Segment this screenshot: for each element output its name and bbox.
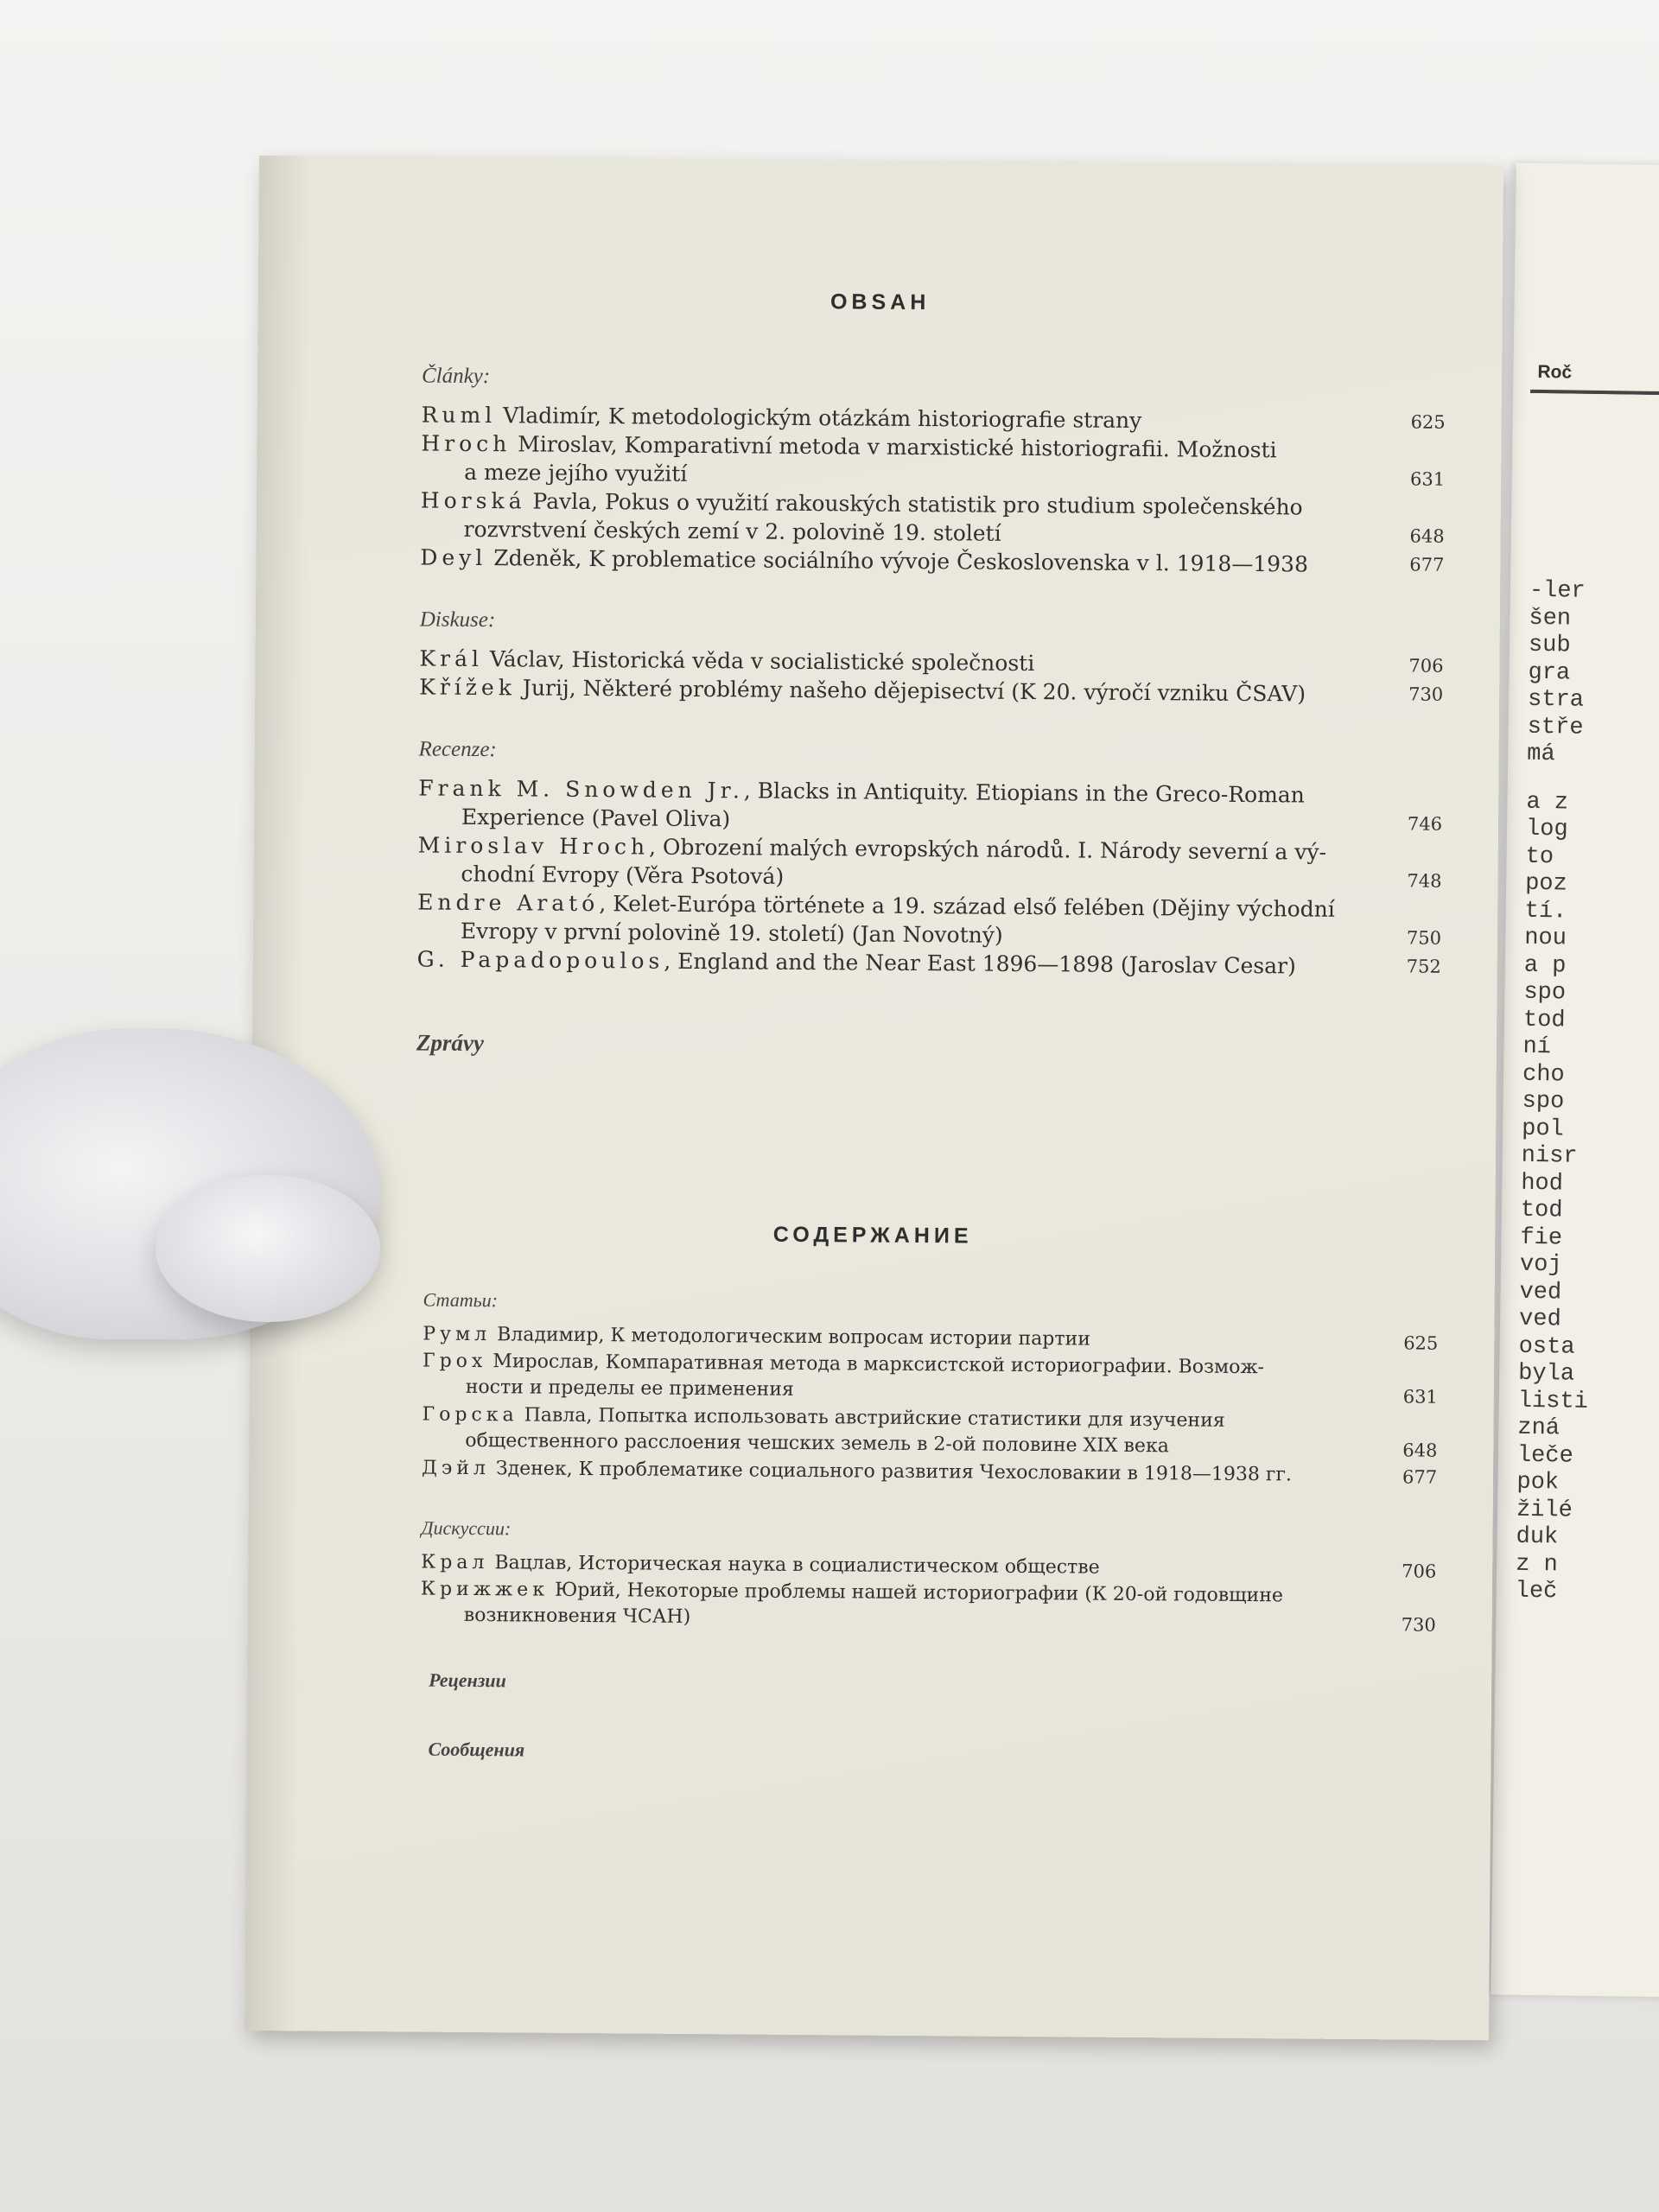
entry-continuation: ности и пределы ее применения <box>465 1376 794 1401</box>
facing-page-fragment: žilé <box>1516 1497 1573 1524</box>
sod-title: СОДЕРЖАНИЕ <box>772 1222 973 1249</box>
facing-page-fragment: poz <box>1524 870 1567 898</box>
entry-page-number: 748 <box>1407 870 1442 892</box>
entry-page-number: 677 <box>1409 554 1445 575</box>
entry-page-number: 752 <box>1406 956 1441 977</box>
section-label: Recenze: <box>418 737 497 762</box>
entry-author: Horská <box>420 487 526 514</box>
toc-entry <box>421 429 1389 493</box>
facing-page-fragment: stře <box>1527 714 1584 741</box>
entry-title: Павла, Попытка использовать австрийские статистики для изучения <box>518 1404 1225 1432</box>
facing-page <box>1491 163 1659 1998</box>
obsah-title: OBSAH <box>830 289 931 315</box>
facing-page-header: Roč <box>1537 361 1573 383</box>
section-label: Статьи: <box>423 1288 499 1312</box>
toc-page <box>245 156 1503 2040</box>
toc-entry <box>420 486 1388 550</box>
entry-title: , England and the Near East 1896—1898 (Jaroslav Cesar) <box>664 948 1296 979</box>
entry-title: , Blacks in Antiquity. Etiopians in the Greco-Roman <box>743 778 1305 808</box>
entry-page-number: 677 <box>1402 1466 1438 1488</box>
facing-page-fragment: byla <box>1518 1360 1575 1388</box>
facing-page-fragment: pok <box>1516 1469 1560 1497</box>
entry-page-number: 706 <box>1408 655 1444 677</box>
zpravy-label: Zprávy <box>416 1029 485 1057</box>
entry-title: Pavla, Pokus o využití rakouských statistik pro studium společenského <box>525 488 1303 520</box>
facing-page-fragment: log <box>1525 816 1568 843</box>
entry-author: Endre Arató <box>417 889 600 917</box>
entry-page-number: 706 <box>1402 1560 1437 1582</box>
entry-page-number: 730 <box>1408 683 1444 705</box>
facing-page-fragment: tí. <box>1524 898 1567 925</box>
entry-continuation: возникновения ЧСАН) <box>463 1604 691 1628</box>
entry-author: Грох <box>422 1350 487 1373</box>
entry-line <box>422 1456 1389 1490</box>
facing-page-fragment: leče <box>1516 1442 1573 1470</box>
entry-page-number: 750 <box>1406 927 1442 949</box>
facing-page-fragment: má <box>1527 741 1555 768</box>
entry-page-number: 730 <box>1401 1614 1436 1636</box>
entry-author: Deyl <box>420 544 487 571</box>
facing-page-fragment: šen <box>1529 605 1572 632</box>
entry-author: Дэйл <box>421 1457 491 1480</box>
entry-author: Hroch <box>421 430 512 457</box>
facing-page-fragment: pol <box>1521 1116 1565 1142</box>
entry-author: Крал <box>421 1551 489 1574</box>
facing-page-fragment: ved <box>1519 1279 1562 1306</box>
facing-page-fragment: gra <box>1528 659 1571 686</box>
entry-title: Zdeněk, K problematice sociálního vývoje Československa v l. 1918—1938 <box>486 545 1309 577</box>
facing-page-fragment: to <box>1525 843 1554 870</box>
glove-finger <box>156 1175 380 1322</box>
entry-title: Jurij, Některé problémy našeho dějepisectví (K 20. výročí vzniku ČSAV) <box>515 675 1306 707</box>
entry-page-number: 631 <box>1402 1386 1438 1408</box>
facing-page-fragment: spo <box>1522 1088 1565 1116</box>
facing-page-fragment: leč <box>1515 1578 1558 1605</box>
entry-page-number: 625 <box>1403 1332 1439 1354</box>
entry-title: Miroslav, Komparativní metoda v marxistické historiografii. Možnosti <box>511 431 1277 463</box>
entry-title: Vladimír, K metodologickým otázkám historiografie strany <box>496 403 1142 434</box>
facing-page-fragment: zná <box>1517 1414 1560 1442</box>
toc-entry <box>422 1456 1389 1490</box>
entry-author: Frank M. Snowden Jr. <box>418 775 744 804</box>
entry-author: Král <box>419 645 484 672</box>
facing-page-fragment: cho <box>1522 1061 1565 1088</box>
toc-entry <box>417 830 1385 895</box>
facing-page-fragment: fie <box>1520 1224 1563 1251</box>
entry-author: Крижжек <box>420 1578 550 1601</box>
facing-page-fragment: a z <box>1526 789 1569 816</box>
toc-entry <box>418 773 1386 838</box>
facing-page-fragment: nou <box>1524 925 1567 952</box>
facing-page-fragment: -ler <box>1529 577 1586 605</box>
entry-continuation: Evropy v první polovině 19. století) (Jan Novotný) <box>460 918 1003 948</box>
entry-page-number: 648 <box>1409 525 1445 547</box>
facing-page-fragment: a p <box>1523 952 1567 979</box>
section-label: Články: <box>421 364 491 389</box>
entry-title: Václav, Historická věda v socialistické společnosti <box>482 646 1035 677</box>
entry-page-number: 648 <box>1402 1440 1438 1461</box>
facing-page-fragment: hod <box>1521 1170 1564 1197</box>
facing-page-fragment: spo <box>1523 979 1567 1007</box>
entry-page-number: 631 <box>1410 468 1446 490</box>
facing-page-fragment: sub <box>1528 632 1571 659</box>
entry-continuation: общественного расслоения чешских земель в 2-ой половине XIX века <box>465 1429 1169 1458</box>
entry-page-number: 746 <box>1407 813 1443 835</box>
facing-page-fragment: tod <box>1522 1007 1566 1033</box>
entry-page-number: 625 <box>1410 411 1446 433</box>
facing-page-rule <box>1530 390 1659 396</box>
facing-page-fragment: tod <box>1520 1197 1563 1224</box>
facing-page-fragment: listi <box>1517 1388 1589 1415</box>
facing-page-fragment: duk <box>1516 1523 1559 1551</box>
entry-author: G. Papadopoulos <box>416 946 664 974</box>
entry-author: Ruml <box>421 402 497 429</box>
entry-title: Мирослав, Компаративная метода в марксистской историографии. Возмож- <box>486 1351 1265 1379</box>
entry-title: , Kelet-Európa története a 19. század első felében (Dějiny východní <box>599 891 1335 922</box>
facing-page-fragment: z n <box>1515 1551 1558 1578</box>
facing-page-fragment: ní <box>1522 1033 1552 1061</box>
entry-continuation: rozvrstvení českých zemí v 2. polovině 19. století <box>463 516 1001 546</box>
entry-author: Křížek <box>419 674 517 701</box>
toc-entry <box>422 1402 1389 1462</box>
entry-continuation: chodní Evropy (Věra Psotová) <box>461 861 785 889</box>
entry-title: Владимир, К методологическим вопросам истории партии <box>491 1324 1091 1351</box>
facing-page-fragment: stra <box>1527 686 1585 714</box>
entry-title: Зденек, К проблематике социального развития Чехословакии в 1918—1938 гг. <box>489 1458 1293 1486</box>
recenzii-label: Рецензии <box>429 1669 506 1692</box>
section-label: Дискуссии: <box>421 1516 512 1540</box>
section-label: Diskuse: <box>419 607 496 632</box>
soobshcheniya-label: Сообщения <box>428 1738 525 1761</box>
facing-page-fragment: voj <box>1519 1251 1562 1279</box>
entry-continuation: Experience (Pavel Oliva) <box>461 804 731 832</box>
facing-page-fragment: nisr <box>1521 1142 1578 1170</box>
entry-title: , Obrození malých evropských národů. I. Národy severní a vý- <box>648 834 1327 865</box>
facing-page-fragment: osta <box>1518 1333 1575 1361</box>
entry-title: Вацлав, Историческая наука в социалистическом обществе <box>488 1552 1100 1579</box>
toc-entry <box>417 887 1385 952</box>
entry-author: Румл <box>423 1323 492 1346</box>
entry-continuation: a meze jejího využití <box>464 459 688 486</box>
toc-entry <box>421 1577 1389 1637</box>
facing-page-fragment: ved <box>1518 1306 1561 1333</box>
entry-author: Miroslav Hroch <box>417 832 650 860</box>
entry-title: Юрий, Некоторые проблемы нашей историографии (К 20-ой годовщине <box>548 1579 1284 1607</box>
toc-entry <box>423 1349 1390 1408</box>
entry-author: Горска <box>422 1403 518 1427</box>
